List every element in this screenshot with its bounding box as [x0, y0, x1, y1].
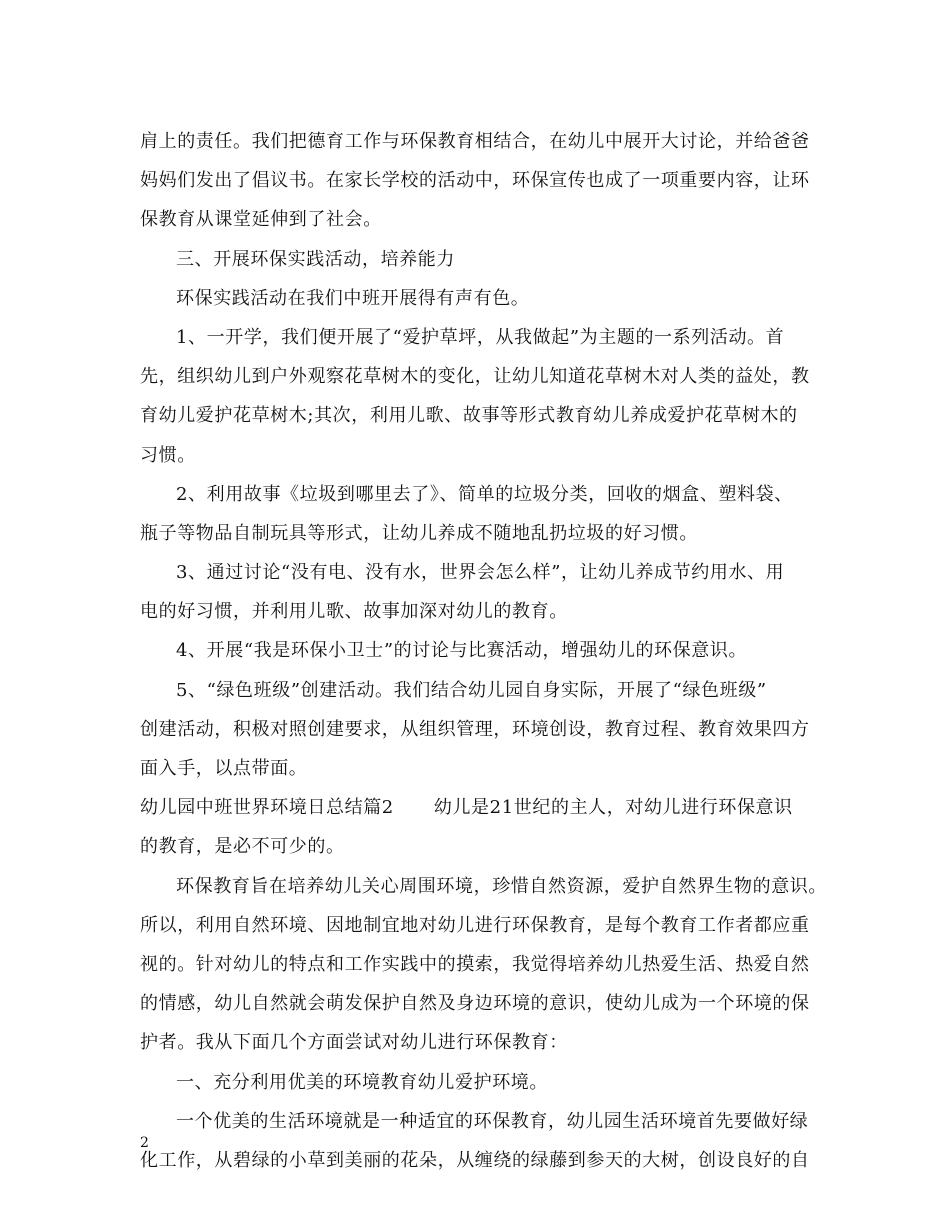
article-title: 幼儿园中班世界环境日总结篇2 — [140, 797, 394, 819]
page-number: 2 — [140, 1135, 149, 1151]
text-line: 环保教育旨在培养幼儿关心周围环境，珍惜自然资源，爱护自然界生物的意识。 — [176, 875, 827, 897]
text-line: 化工作，从碧绿的小草到美丽的花朵，从缠绕的绿藤到参天的大树，创设良好的自 — [140, 1149, 810, 1171]
text-line: 瓶子等物品自制玩具等形式，让幼儿养成不随地乱扔垃圾的好习惯。 — [140, 522, 698, 544]
section-heading: 三、开展环保实践活动，培养能力 — [176, 248, 455, 270]
text-line: 环保实践活动在我们中班开展得有声有色。 — [176, 287, 530, 309]
text-line: 习惯。 — [140, 444, 196, 466]
text-line: 保教育从课堂延伸到了社会。 — [140, 209, 382, 231]
text-line: 创建活动，积极对照创建要求，从组织管理，环境创设，教育过程、教育效果四方 — [140, 718, 810, 740]
text-line: 的情感，幼儿自然就会萌发保护自然及身边环境的意识，使幼儿成为一个环境的保 — [140, 993, 810, 1015]
text-line: 5、“绿色班级”创建活动。我们结合幼儿园自身实际，开展了“绿色班级” — [176, 679, 767, 701]
text-line: 育幼儿爱护花草树木;其次，利用儿歌、故事等形式教育幼儿养成爱护花草树木的 — [140, 405, 798, 427]
text-line: 3、通过讨论“没有电、没有水，世界会怎么样”，让幼儿养成节约用水、用 — [176, 562, 785, 584]
text-line: 肩上的责任。我们把德育工作与环保教育相结合，在幼儿中展开大讨论，并给爸爸 — [140, 131, 810, 152]
text-line: 1、一开学，我们便开展了“爱护草坪，从我做起”为主题的一系列活动。首 — [176, 326, 785, 348]
text-line: 一个优美的生活环境就是一种适宜的环保教育，幼儿园生活环境首先要做好绿 — [176, 1110, 809, 1132]
text-line: 视的。针对幼儿的特点和工作实践中的摸索，我觉得培养幼儿热爱生活、热爱自然 — [140, 953, 810, 975]
section-heading: 一、充分利用优美的环境教育幼儿爱护环境。 — [176, 1071, 548, 1093]
text-line: 2、利用故事《垃圾到哪里去了》、简单的垃圾分类，回收的烟盒、塑料袋、 — [176, 483, 793, 505]
text-line: 4、开展“我是环保小卫士”的讨论与比赛活动，增强幼儿的环保意识。 — [176, 640, 748, 662]
text-line: 电的好习惯，并利用儿歌、故事加深对幼儿的教育。 — [140, 601, 568, 623]
text-line: 先，组织幼儿到户外观察花草树木的变化，让幼儿知道花草树木对人类的益处，教 — [140, 366, 810, 388]
text-line: 面入手，以点带面。 — [140, 758, 308, 779]
text-line: 护者。我从下面几个方面尝试对幼儿进行环保教育： — [140, 1032, 568, 1054]
text-line: 所以，利用自然环境、因地制宜地对幼儿进行环保教育，是每个教育工作者都应重 — [140, 914, 810, 936]
title-line — [140, 788, 825, 827]
text-fragment: 幼儿是21世纪的主人，对幼儿进行环保意识 — [433, 797, 793, 819]
document-body — [140, 122, 825, 1180]
text-line: 妈妈们发出了倡议书。在家长学校的活动中，环保宣传也成了一项重要内容，让环 — [140, 170, 810, 192]
text-line: 的教育，是必不可少的。 — [140, 836, 345, 858]
